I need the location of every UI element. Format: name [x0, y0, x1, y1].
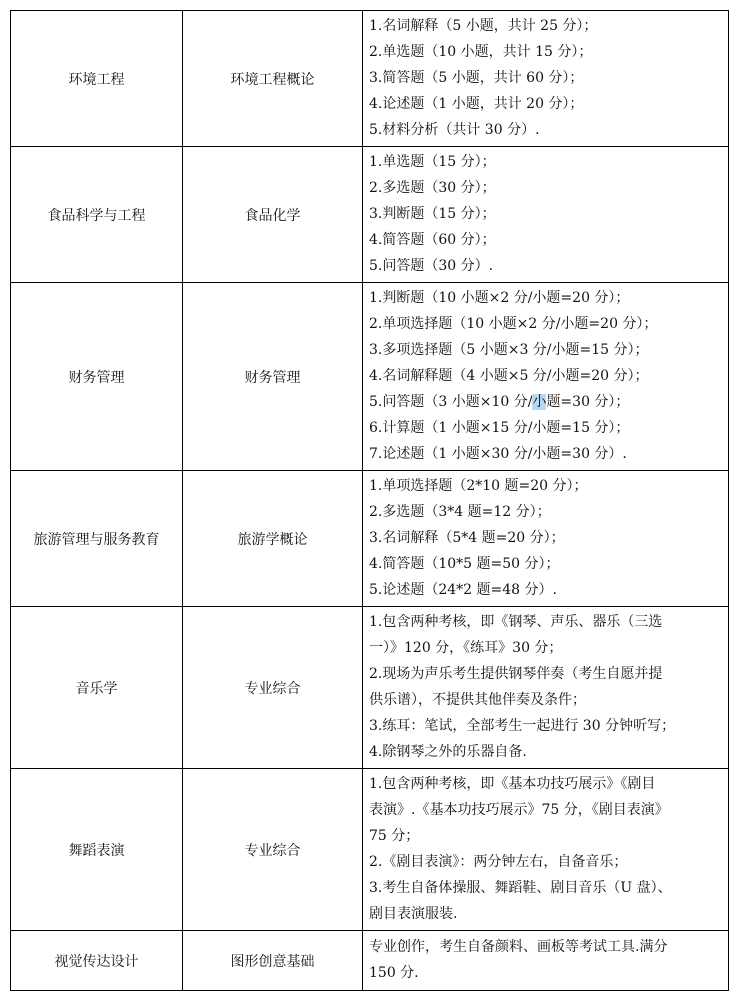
major-cell: 环境工程	[11, 11, 183, 147]
content-line: 供乐谱），不提供其他伴奏及条件；	[369, 692, 586, 708]
content-line-with-selection	[369, 389, 722, 415]
content-line: 专业创作，考生自备颜料、画板等考试工具.满分	[369, 939, 668, 955]
major-cell: 视觉传达设计	[11, 931, 183, 991]
content-line: 1.包含两种考核，即《钢琴、声乐、器乐（三选	[369, 614, 663, 630]
content-line: 1.名词解释（5 小题，共计 25 分）；	[369, 18, 598, 34]
table-row	[11, 147, 729, 283]
line-text: 5.问答题（3 小题×10 分/	[369, 394, 533, 410]
subject-cell: 食品化学	[183, 147, 363, 283]
content-line: 4.除钢琴之外的乐器自备.	[369, 744, 527, 760]
line-text: 题=30 分）；	[546, 394, 630, 410]
table-row	[11, 931, 729, 991]
table-row	[11, 769, 729, 931]
subject-cell: 专业综合	[183, 607, 363, 769]
major-cell: 食品科学与工程	[11, 147, 183, 283]
content-line: 2.《剧目表演》：两分钟左右，自备音乐；	[369, 854, 628, 870]
subject-cell: 图形创意基础	[183, 931, 363, 991]
content-line: 75 分；	[369, 828, 420, 844]
content-line: 2.单项选择题（10 小题×2 分/小题=20 分）；	[369, 316, 658, 332]
major-cell: 旅游管理与服务教育	[11, 471, 183, 607]
table-row	[11, 11, 729, 147]
content-line: 6.计算题（1 小题×15 分/小题=15 分）；	[369, 420, 630, 436]
table-row	[11, 471, 729, 607]
content-line: 5.问答题（30 分）.	[369, 258, 494, 274]
table-row	[11, 607, 729, 769]
content-line: 3.名词解释（5*4 题=20 分）；	[369, 530, 565, 546]
content-cell	[363, 931, 729, 991]
major-cell: 舞蹈表演	[11, 769, 183, 931]
content-line: 3.判断题（15 分）；	[369, 206, 496, 222]
content-cell	[363, 769, 729, 931]
content-line: 2.现场为声乐考生提供钢琴伴奏（考生自愿并提	[369, 666, 663, 682]
content-line: 150 分.	[369, 965, 419, 981]
content-line: 5.论述题（24*2 题=48 分）.	[369, 582, 557, 598]
content-cell	[363, 11, 729, 147]
content-cell	[363, 471, 729, 607]
table-row	[11, 283, 729, 471]
content-cell	[363, 283, 729, 471]
subject-cell: 旅游学概论	[183, 471, 363, 607]
content-line: 一）》120 分，《练耳》30 分；	[369, 640, 563, 656]
content-line: 3.多项选择题（5 小题×3 分/小题=15 分）；	[369, 342, 649, 358]
content-cell	[363, 607, 729, 769]
content-line: 1.单选题（15 分）；	[369, 154, 496, 170]
content-line: 3.简答题（5 小题，共计 60 分）；	[369, 70, 584, 86]
content-line: 7.论述题（1 小题×30 分/小题=30 分）.	[369, 446, 627, 462]
content-line: 1.判断题（10 小题×2 分/小题=20 分）；	[369, 290, 630, 306]
content-line: 3.考生自备体操服、舞蹈鞋、剧目音乐（U 盘）、	[369, 880, 672, 896]
content-line: 表演》.《基本功技巧展示》75 分，《剧目表演》	[369, 802, 669, 818]
subject-cell: 专业综合	[183, 769, 363, 931]
content-line: 4.简答题（60 分）；	[369, 232, 496, 248]
content-line: 4.名词解释题（4 小题×5 分/小题=20 分）；	[369, 368, 649, 384]
content-line: 1.包含两种考核，即《基本功技巧展示》《剧目	[369, 776, 656, 792]
content-line: 2.多选题（3*4 题=12 分）；	[369, 504, 551, 520]
content-line: 1.单项选择题（2*10 题=20 分）；	[369, 478, 588, 494]
content-line: 剧目表演服装.	[369, 906, 458, 922]
content-line: 4.论述题（1 小题，共计 20 分）；	[369, 96, 584, 112]
exam-content-table	[10, 10, 729, 991]
major-cell: 音乐学	[11, 607, 183, 769]
subject-cell: 环境工程概论	[183, 11, 363, 147]
content-line: 5.材料分析（共计 30 分）.	[369, 122, 540, 138]
content-line: 2.多选题（30 分）；	[369, 180, 496, 196]
content-cell	[363, 147, 729, 283]
content-line: 2.单选题（10 小题，共计 15 分）；	[369, 44, 593, 60]
content-line: 4.简答题（10*5 题=50 分）；	[369, 556, 560, 572]
major-cell: 财务管理	[11, 283, 183, 471]
subject-cell: 财务管理	[183, 283, 363, 471]
content-line: 3.练耳：笔试，全部考生一起进行 30 分钟听写；	[369, 718, 676, 734]
text-selection-highlight[interactable]: 小	[532, 394, 547, 410]
